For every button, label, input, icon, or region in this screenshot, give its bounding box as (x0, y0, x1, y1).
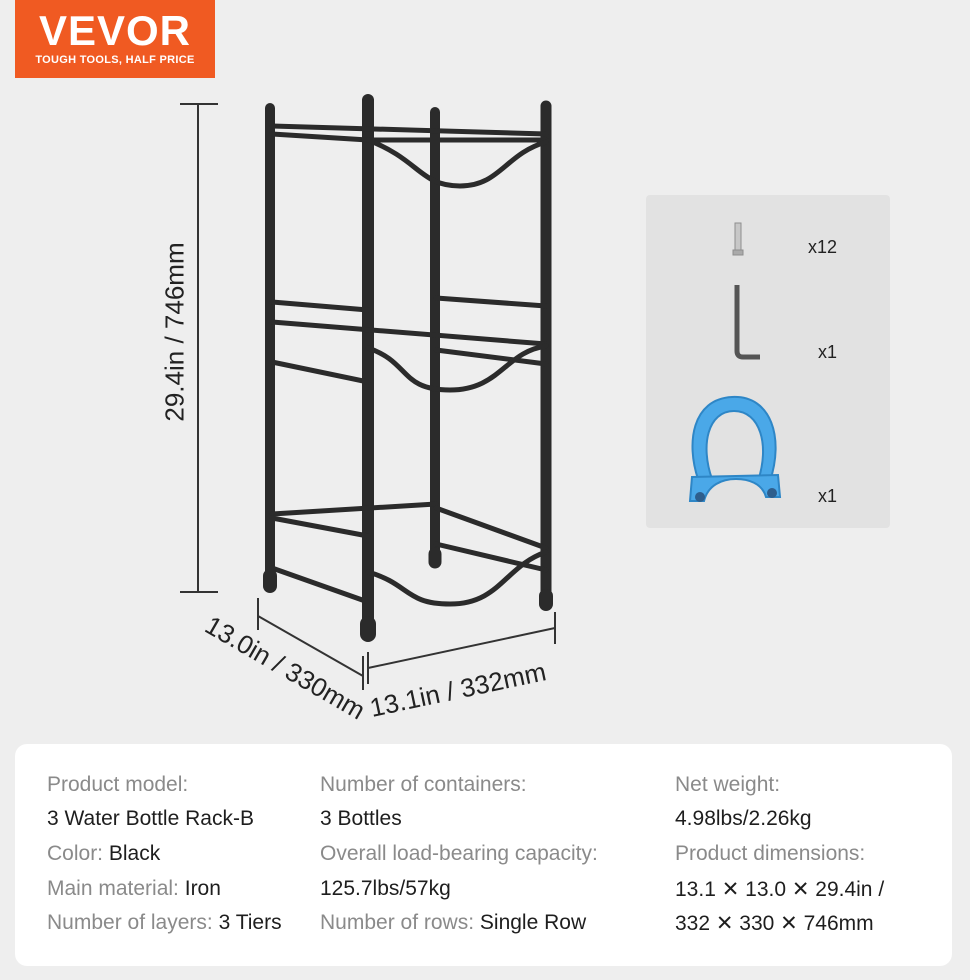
brand-tagline: TOUGH TOOLS, HALF PRICE (35, 54, 195, 66)
brand-name: VEVOR (38, 7, 192, 54)
capacity-label: Overall load-bearing capacity: (320, 842, 598, 865)
dimensions-value-imperial: 13.1 ✕ 13.0 ✕ 29.4in / (675, 878, 885, 901)
weight-label: Net weight: (675, 773, 781, 796)
width-dimension-label: 13.1in / 332mm (367, 656, 549, 723)
rows-spec (320, 911, 586, 935)
hex-key-icon (730, 283, 764, 363)
product-model-label: Product model: (47, 773, 189, 796)
height-dimension-label: 29.4in / 746mm (159, 242, 190, 422)
screw-icon (730, 219, 746, 259)
material-label: Main material: (47, 877, 179, 900)
product-model-value: 3 Water Bottle Rack-B (47, 807, 254, 830)
dimensions-label: Product dimensions: (675, 842, 866, 865)
rack-frame (270, 100, 546, 634)
capacity-value: 125.7lbs/57kg (320, 877, 451, 900)
color-value: Black (108, 842, 161, 865)
dimensions-value-metric: 332 ✕ 330 ✕ 746mm (675, 912, 874, 935)
material-value: Iron (184, 877, 221, 900)
rows-value: Single Row (479, 911, 587, 934)
layers-label: Number of layers: (47, 911, 213, 934)
layers-value: 3 Tiers (218, 911, 282, 934)
containers-label: Number of containers: (320, 773, 527, 796)
material-spec (47, 877, 221, 901)
handle-quantity: x1 (818, 486, 838, 506)
layers-spec (47, 911, 282, 935)
rows-label: Number of rows: (320, 911, 475, 934)
bottle-handle-icon (686, 393, 786, 509)
depth-dimension-label: 13.0in / 330mm (200, 609, 371, 726)
specifications-card (15, 744, 952, 966)
weight-value: 4.98lbs/2.26kg (675, 807, 812, 830)
screw-quantity: x12 (808, 237, 838, 257)
color-label: Color: (47, 842, 104, 865)
accessories-panel (646, 195, 890, 528)
hex-key-quantity: x1 (818, 342, 838, 362)
color-spec (47, 842, 160, 866)
containers-value: 3 Bottles (320, 807, 402, 830)
